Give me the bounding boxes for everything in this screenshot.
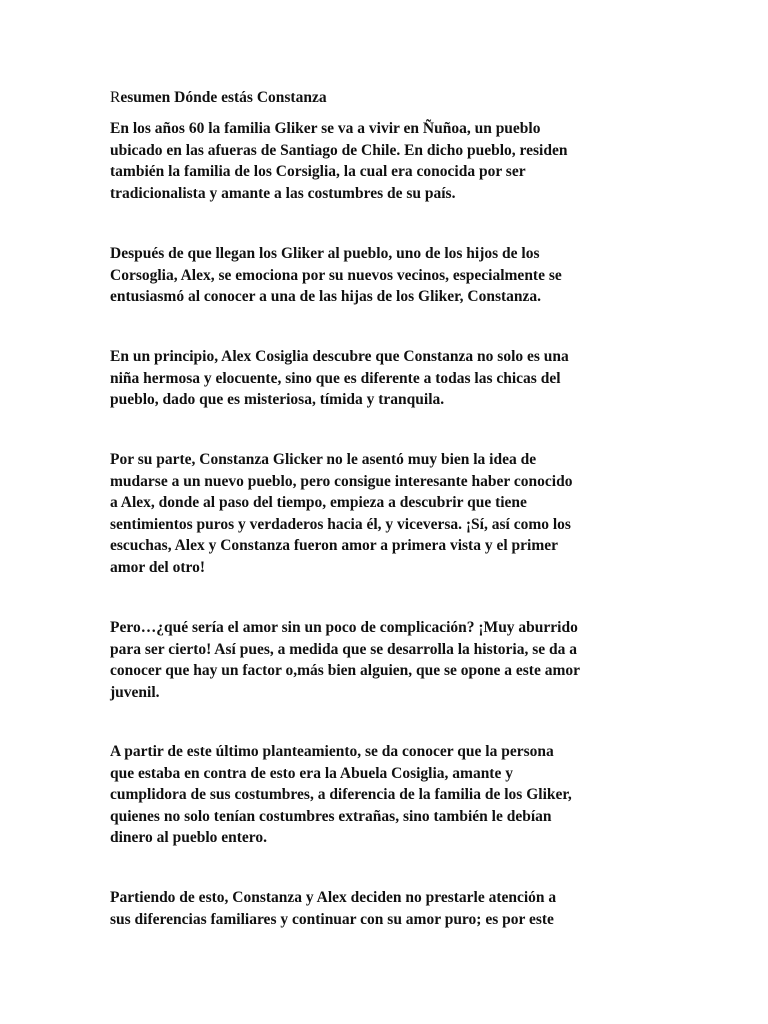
paragraph-line: dinero al pueblo entero.: [110, 829, 268, 846]
paragraph-6: [110, 741, 670, 849]
paragraph-line: niña hermosa y elocuente, sino que es diferente a todas las chicas del: [110, 369, 561, 387]
paragraph-line: para ser cierto! Así pues, a medida que se desarrolla la historia, se da a: [110, 640, 577, 658]
paragraph-1: [110, 118, 670, 204]
paragraph-line: En los años 60 la familia Gliker se va a vivir en Ñuñoa, un pueblo: [110, 120, 541, 137]
paragraph-line: amor del otro!: [110, 558, 205, 576]
paragraph-line: también la familia de los Corsiglia, la cual era conocida por ser: [110, 163, 526, 180]
paragraph-3: [110, 346, 670, 411]
paragraph-line: entusiasmó al conocer a una de las hijas de los Gliker, Constanza.: [110, 288, 542, 305]
paragraph-line: Partiendo de esto, Constanza y Alex deciden no prestarle atención a: [110, 889, 557, 906]
title-text: esumen Dónde estás Constanza: [120, 89, 327, 106]
paragraph-line: tradicionalista y amante a las costumbres de su país.: [110, 184, 456, 202]
paragraph-4: [110, 449, 670, 578]
paragraph-line: A partir de este último planteamiento, se da conocer que la persona: [110, 743, 554, 760]
paragraph-line: que estaba en contra de esto era la Abuela Cosiglia, amante y: [110, 764, 513, 782]
paragraph-line: pueblo, dado que es misteriosa, tímida y tranquila.: [110, 391, 445, 408]
paragraph-7: [110, 887, 670, 930]
paragraph-line: sentimientos puros y verdaderos hacia él, y viceversa. ¡Sí, así como los: [110, 515, 571, 533]
document-title: [110, 88, 327, 108]
paragraph-line: mudarse a un nuevo pueblo, pero consigue interesante haber conocido: [110, 472, 573, 490]
paragraph-line: quienes no solo tenían costumbres extrañas, sino también le debían: [110, 807, 552, 825]
paragraph-line: conocer que hay un factor o,más bien alguien, que se opone a este amor: [110, 662, 581, 679]
paragraph-line: cumplidora de sus costumbres, a diferencia de la familia de los Gliker,: [110, 786, 572, 803]
title-first-letter: R: [110, 89, 121, 106]
paragraph-line: En un principio, Alex Cosiglia descubre que Constanza no solo es una: [110, 348, 569, 365]
paragraph-2: [110, 243, 670, 308]
paragraph-line: Corsoglia, Alex, se emociona por su nuevos vecinos, especialmente se: [110, 266, 562, 284]
paragraph-line: ubicado en las afueras de Santiago de Chile. En dicho pueblo, residen: [110, 141, 568, 159]
paragraph-5: [110, 617, 670, 703]
paragraph-line: a Alex, donde al paso del tiempo, empieza a descubrir que tiene: [110, 494, 527, 511]
paragraph-line: Después de que llegan los Gliker al pueblo, uno de los hijos de los: [110, 245, 540, 262]
paragraph-line: Por su parte, Constanza Glicker no le asentó muy bien la idea de: [110, 451, 537, 468]
paragraph-line: Pero…¿qué sería el amor sin un poco de complicación? ¡Muy aburrido: [110, 619, 578, 636]
paragraph-line: sus diferencias familiares y continuar con su amor puro; es por este: [110, 910, 554, 928]
paragraph-line: juvenil.: [110, 683, 160, 701]
paragraph-line: escuchas, Alex y Constanza fueron amor a primera vista y el primer: [110, 537, 559, 554]
